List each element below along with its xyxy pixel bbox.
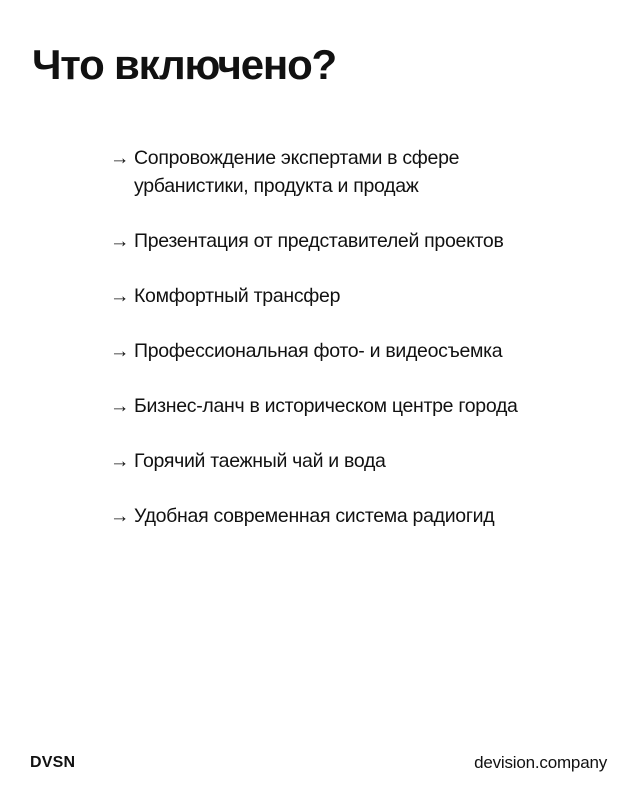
- arrow-right-icon: →: [110, 147, 130, 169]
- included-list: [110, 144, 610, 557]
- arrow-right-icon: →: [110, 230, 130, 252]
- list-item-text: Комфортный трансфер: [134, 285, 341, 307]
- arrow-right-icon: →: [110, 450, 130, 472]
- arrow-right-icon: →: [110, 285, 130, 307]
- list-item-text: Профессиональная фото- и видеосъемка: [134, 340, 503, 362]
- list-item-line: урбанистики, продукта и продаж: [134, 175, 419, 197]
- list-item-text: [134, 144, 610, 200]
- list-item: [110, 392, 610, 420]
- list-item: [110, 144, 610, 200]
- list-item: [110, 337, 610, 365]
- brand-logo: DVSN: [30, 754, 76, 771]
- list-item-text: Удобная современная система радиогид: [134, 505, 495, 527]
- list-item: [110, 282, 610, 310]
- list-item: [110, 447, 610, 475]
- list-item: [110, 227, 610, 255]
- arrow-right-icon: →: [110, 505, 130, 527]
- page-title: Что включено?: [32, 41, 336, 88]
- list-item-text: Презентация от представителей проектов: [134, 230, 504, 252]
- list-item-text: Горячий таежный чай и вода: [134, 450, 386, 472]
- list-item-text: Бизнес-ланч в историческом центре города: [134, 395, 518, 417]
- list-item: [110, 502, 610, 530]
- arrow-right-icon: →: [110, 340, 130, 362]
- list-item-line: Сопровождение экспертами в сфере: [134, 147, 460, 169]
- website-link[interactable]: devision.company: [474, 753, 607, 772]
- arrow-right-icon: →: [110, 395, 130, 417]
